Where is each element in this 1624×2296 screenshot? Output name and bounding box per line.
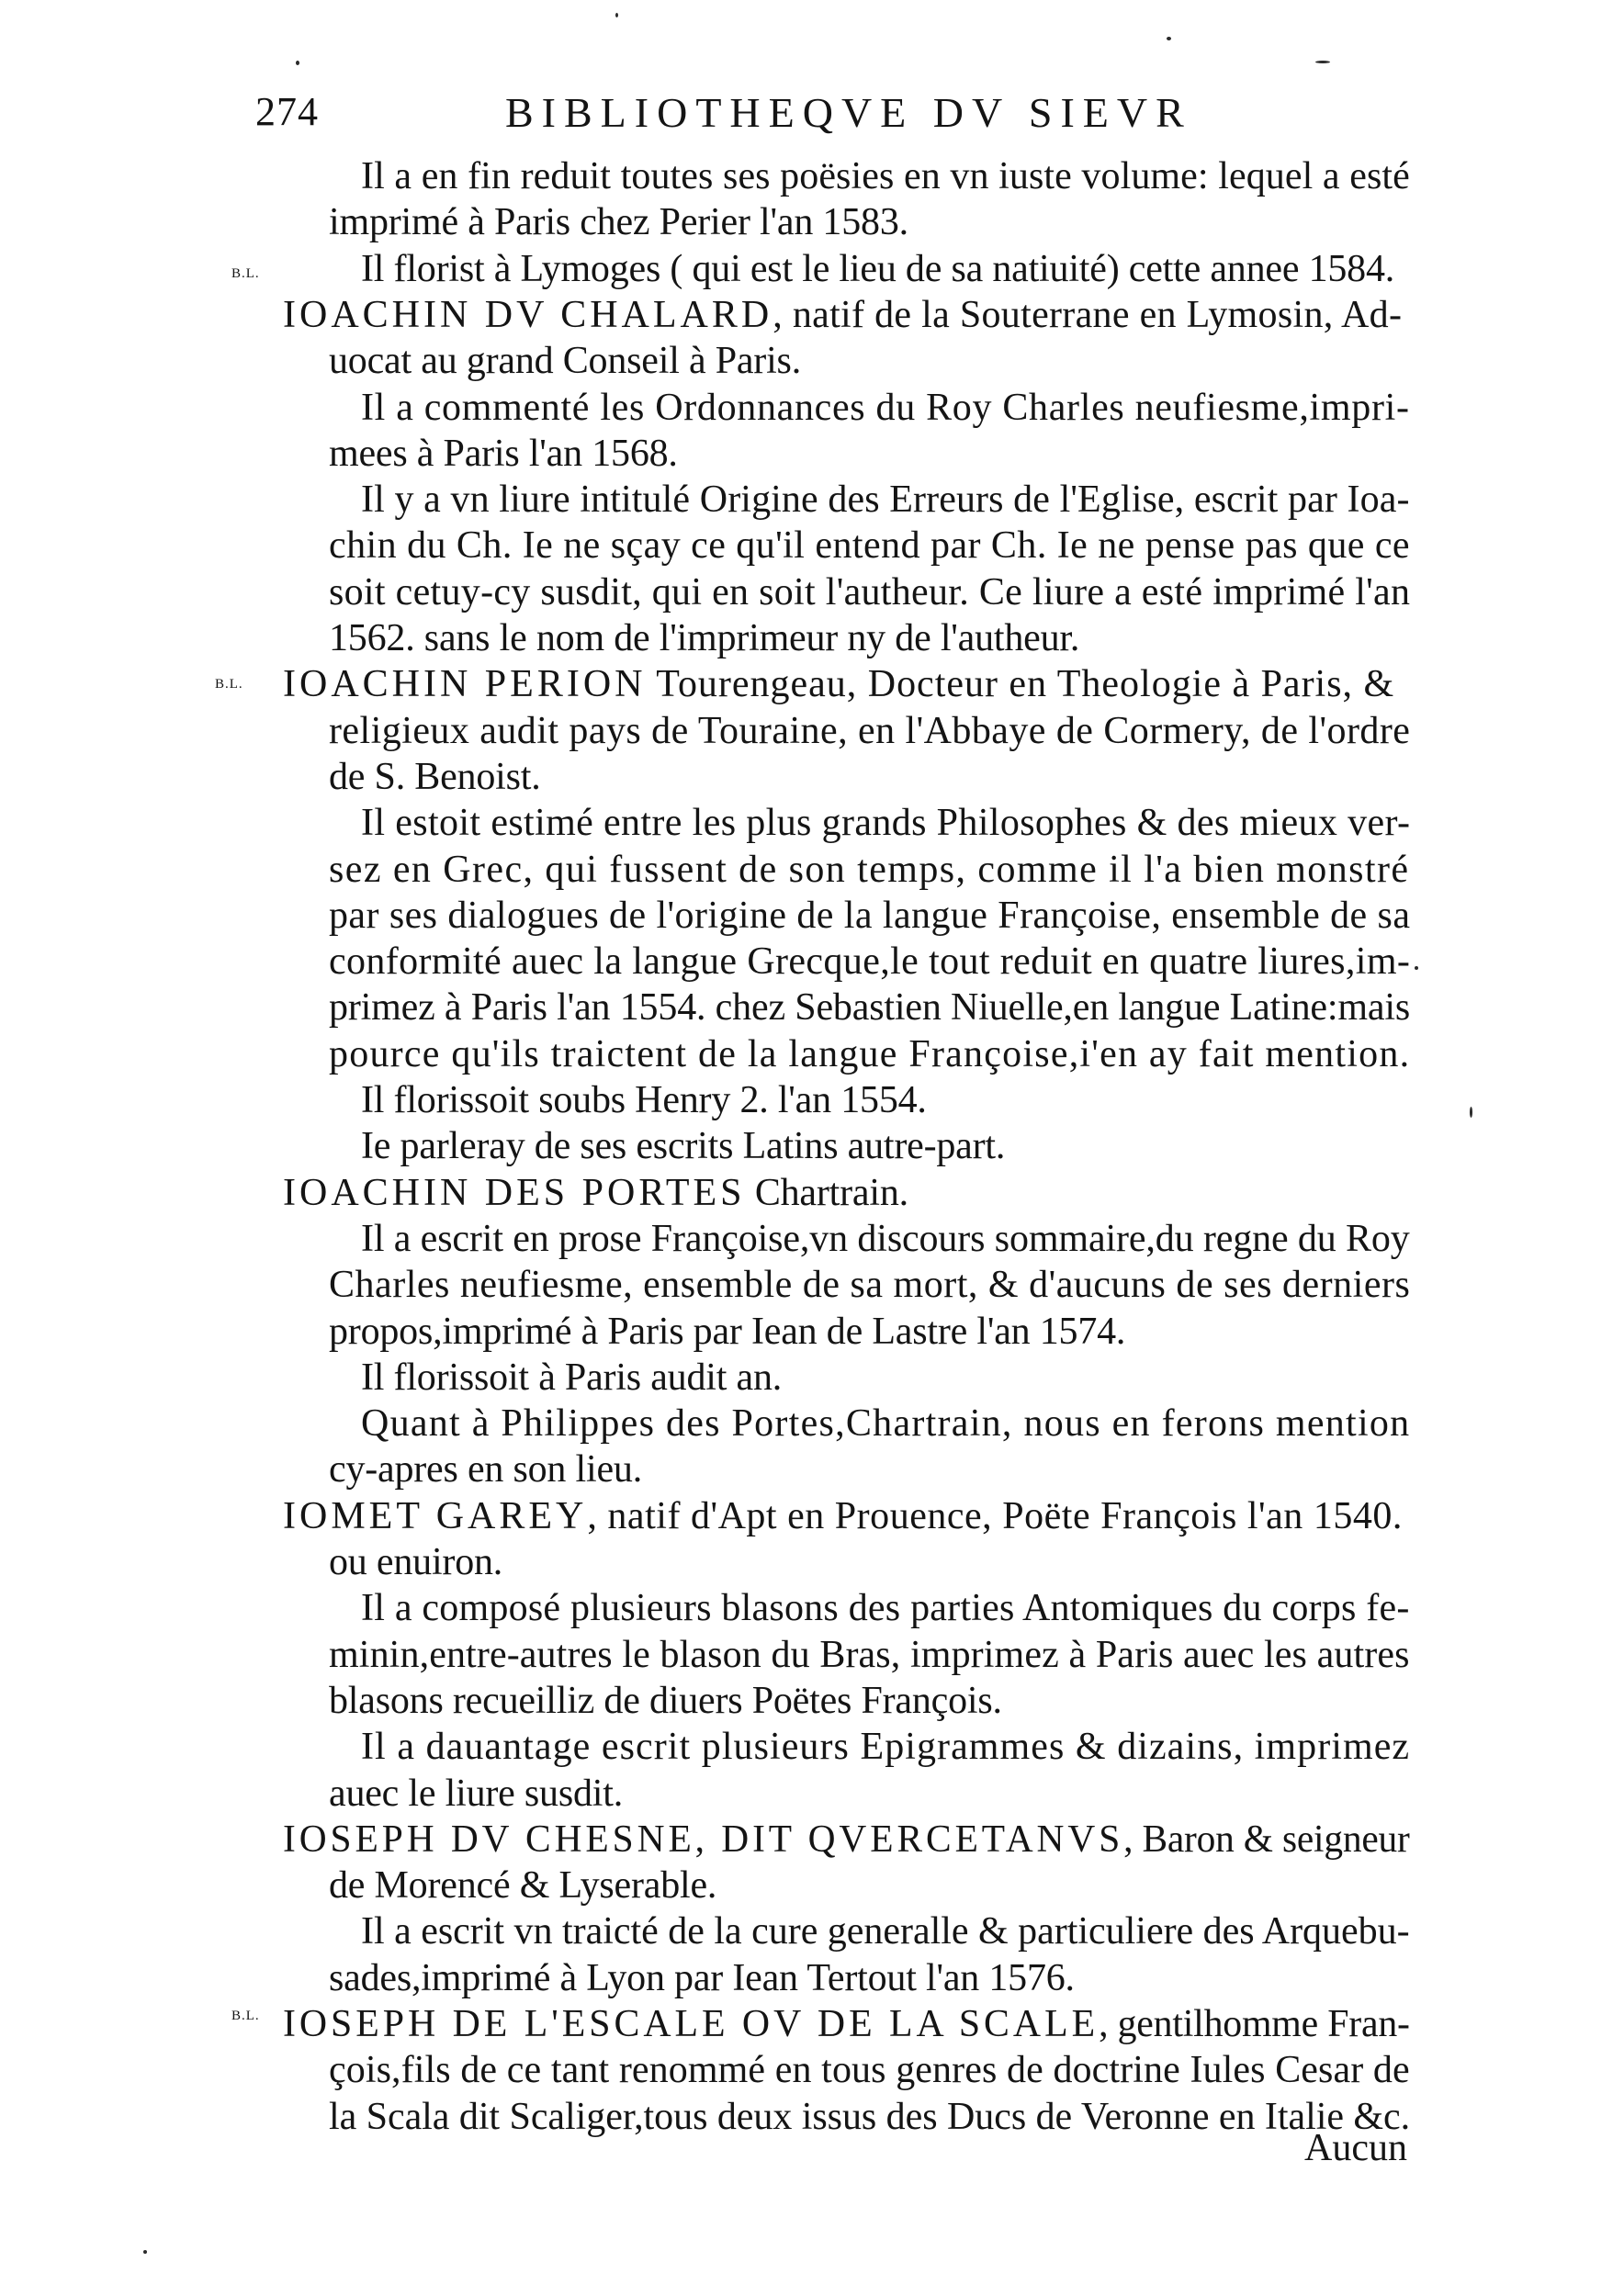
text-line [283, 293, 1402, 337]
text-line [329, 1863, 716, 1908]
text-segment: uocat au grand Conseil à Paris. [329, 340, 802, 382]
text-segment: chin du Ch. Ie ne sçay ce qu'il entend par Ch. Ie ne pense pas que ce [329, 524, 1411, 567]
text-segment: Il y a vn liure intitulé Origine des Erreurs de l'Eglise, escrit par Ioa- [361, 478, 1410, 521]
text-segment: ou enuiron. [329, 1541, 503, 1583]
text-line [329, 1540, 502, 1584]
text-segment: imprimé à Paris chez Perier l'an 1583. [329, 201, 908, 243]
text-line [361, 1078, 927, 1122]
text-segment: Il a escrit en prose Françoise,vn discours sommaire,du regne du Roy [361, 1218, 1410, 1260]
page-header [255, 88, 1431, 152]
text-segment: par ses dialogues de l'origine de la langue Françoise, ensemble de sa [329, 895, 1411, 937]
text-line [329, 570, 1410, 614]
text-line [329, 1772, 623, 1816]
text-line [361, 801, 1410, 845]
text-line [361, 1401, 1410, 1446]
text-segment: Chartrain. [745, 1172, 908, 1214]
text-line [361, 1909, 1410, 1953]
text-segment: , natif d'Apt en Prouence, Poëte François l'an 1540. [587, 1495, 1403, 1537]
text-line [329, 1310, 1125, 1354]
text-line [329, 523, 1410, 568]
text-line [361, 1124, 1005, 1168]
scan-speck [1315, 61, 1330, 63]
text-line [329, 709, 1410, 753]
scan-speck [615, 13, 618, 17]
text-line [361, 154, 1410, 198]
text-segment: mees à Paris l'an 1568. [329, 433, 678, 475]
text-segment: Il a en fin reduit toutes ses poësies en vn iuste volume: lequel a esté [361, 155, 1410, 197]
text-segment: religieux audit pays de Touraine, en l'Abbaye de Cormery, de l'ordre [329, 710, 1411, 752]
entry-name: IOSEPH DV CHESNE, DIT QVERCETANVS [283, 1818, 1124, 1861]
text-line [283, 1818, 1410, 1862]
running-head: BIBLIOTHEQVE DV SIEVR [505, 89, 1192, 136]
text-segment: , Baron & seigneur [1123, 1818, 1410, 1861]
scan-speck [1470, 1107, 1472, 1118]
text-line [329, 1263, 1410, 1307]
text-line [329, 1956, 1075, 2000]
text-segment: Quant à Philippes des Portes,Chartrain, nous en ferons mention [361, 1402, 1411, 1445]
scan-speck [143, 2250, 147, 2254]
text-line [361, 1586, 1410, 1630]
text-line [329, 2048, 1410, 2092]
entry-name: IOMET GAREY [283, 1495, 588, 1537]
text-line [329, 848, 1410, 892]
text-segment: Il a escrit vn traicté de la cure generalle & particuliere des Arquebu- [361, 1910, 1410, 1953]
text-line [283, 662, 1394, 706]
text-line [361, 1725, 1410, 1769]
text-segment: Il florissoit à Paris audit an. [361, 1356, 783, 1399]
text-line [329, 200, 908, 244]
text-segment: primez à Paris l'an 1554. chez Sebastien Niuelle,en langue Latine:mais [329, 986, 1411, 1029]
text-segment: çois,fils de ce tant renommé en tous genres de doctrine Iules Cesar de [329, 2049, 1410, 2091]
text-line [329, 339, 801, 383]
page-number: 274 [255, 89, 319, 134]
text-line [329, 2095, 1410, 2139]
text-segment: la Scala dit Scaliger,tous deux issus des Ducs de Veronne en Italie &c. [329, 2096, 1411, 2138]
text-segment: pource qu'ils traictent de la langue Françoise,i'en ay fait mention. [329, 1033, 1411, 1075]
text-segment: Il estoit estimé entre les plus grands Philosophes & des mieux ver- [361, 802, 1411, 844]
text-line [329, 894, 1410, 938]
text-segment: auec le liure susdit. [329, 1773, 624, 1815]
text-line [283, 2002, 1410, 2046]
text-segment: soit cetuy-cy susdit, qui en soit l'autheur. Ce liure a esté imprimé l'an [329, 571, 1411, 613]
text-line [361, 478, 1410, 522]
text-segment: , natif de la Souterrane en Lymosin, Ad- [773, 294, 1403, 336]
text-segment: Il a composé plusieurs blasons des parties Antomiques du corps fe- [361, 1587, 1410, 1629]
text-line [361, 1356, 782, 1400]
catchword: Aucun [1304, 2127, 1407, 2169]
text-segment: Il florissoit soubs Henry 2. l'an 1554. [361, 1079, 927, 1121]
text-segment: blasons recueilliz de diuers Poëtes François. [329, 1680, 1002, 1722]
marginal-note: B.L. [215, 677, 243, 692]
text-line [283, 1171, 908, 1215]
text-segment: cy-apres en son lieu. [329, 1448, 643, 1491]
text-segment: Il a dauantage escrit plusieurs Epigrammes & dizains, imprimez [361, 1726, 1411, 1768]
text-line [361, 386, 1410, 430]
text-line [361, 1217, 1410, 1261]
scan-speck [1167, 37, 1171, 40]
text-segment: de Morencé & Lyserable. [329, 1864, 717, 1907]
entry-name: IOACHIN PERION [283, 663, 647, 705]
marginal-note: B.L. [231, 266, 260, 281]
text-line [329, 1447, 642, 1491]
text-line [329, 432, 678, 476]
text-segment: Il florist à Lymoges ( qui est le lieu de sa natiuité) cette annee 1584. [361, 248, 1395, 290]
text-segment: propos,imprimé à Paris par Iean de Lastre l'an 1574. [329, 1311, 1126, 1353]
text-line [329, 985, 1410, 1030]
text-segment: sades,imprimé à Lyon par Iean Tertout l'an 1576. [329, 1957, 1075, 1999]
entry-name: IOACHIN DES PORTES [283, 1172, 746, 1214]
text-segment: sez en Grec, qui fussent de son temps, comme il l'a bien monstré [329, 849, 1410, 891]
text-line [329, 616, 1079, 660]
scan-speck [296, 61, 299, 65]
text-segment: minin,entre-autres le blason du Bras, imprimez à Paris auec les autres [329, 1634, 1410, 1676]
text-segment: conformité auec la langue Grecque,le tout reduit en quatre liures,im- [329, 940, 1411, 983]
text-segment: Il a commenté les Ordonnances du Roy Charles neufiesme,impri- [361, 387, 1410, 429]
text-line [329, 755, 541, 799]
text-line [329, 1679, 1002, 1723]
text-line [329, 1032, 1410, 1076]
text-segment: Tourengeau, Docteur en Theologie à Paris, & [646, 663, 1395, 705]
text-segment: Charles neufiesme, ensemble de sa mort, & d'aucuns de ses derniers [329, 1264, 1411, 1306]
entry-name: IOSEPH DE L'ESCALE OV DE LA SCALE [283, 2003, 1100, 2045]
text-line [329, 940, 1410, 984]
marginal-note: B.L. [231, 2009, 260, 2023]
entry-name: IOACHIN DV CHALARD [283, 294, 773, 336]
text-line [283, 1494, 1403, 1538]
text-line [329, 1633, 1410, 1677]
text-segment: , gentilhomme Fran- [1099, 2003, 1410, 2045]
text-line [361, 247, 1394, 291]
text-segment: 1562. sans le nom de l'imprimeur ny de l'autheur. [329, 617, 1080, 659]
text-segment: Ie parleray de ses escrits Latins autre-part. [361, 1125, 1006, 1167]
text-segment: de S. Benoist. [329, 756, 541, 798]
scan-speck [1415, 966, 1418, 970]
